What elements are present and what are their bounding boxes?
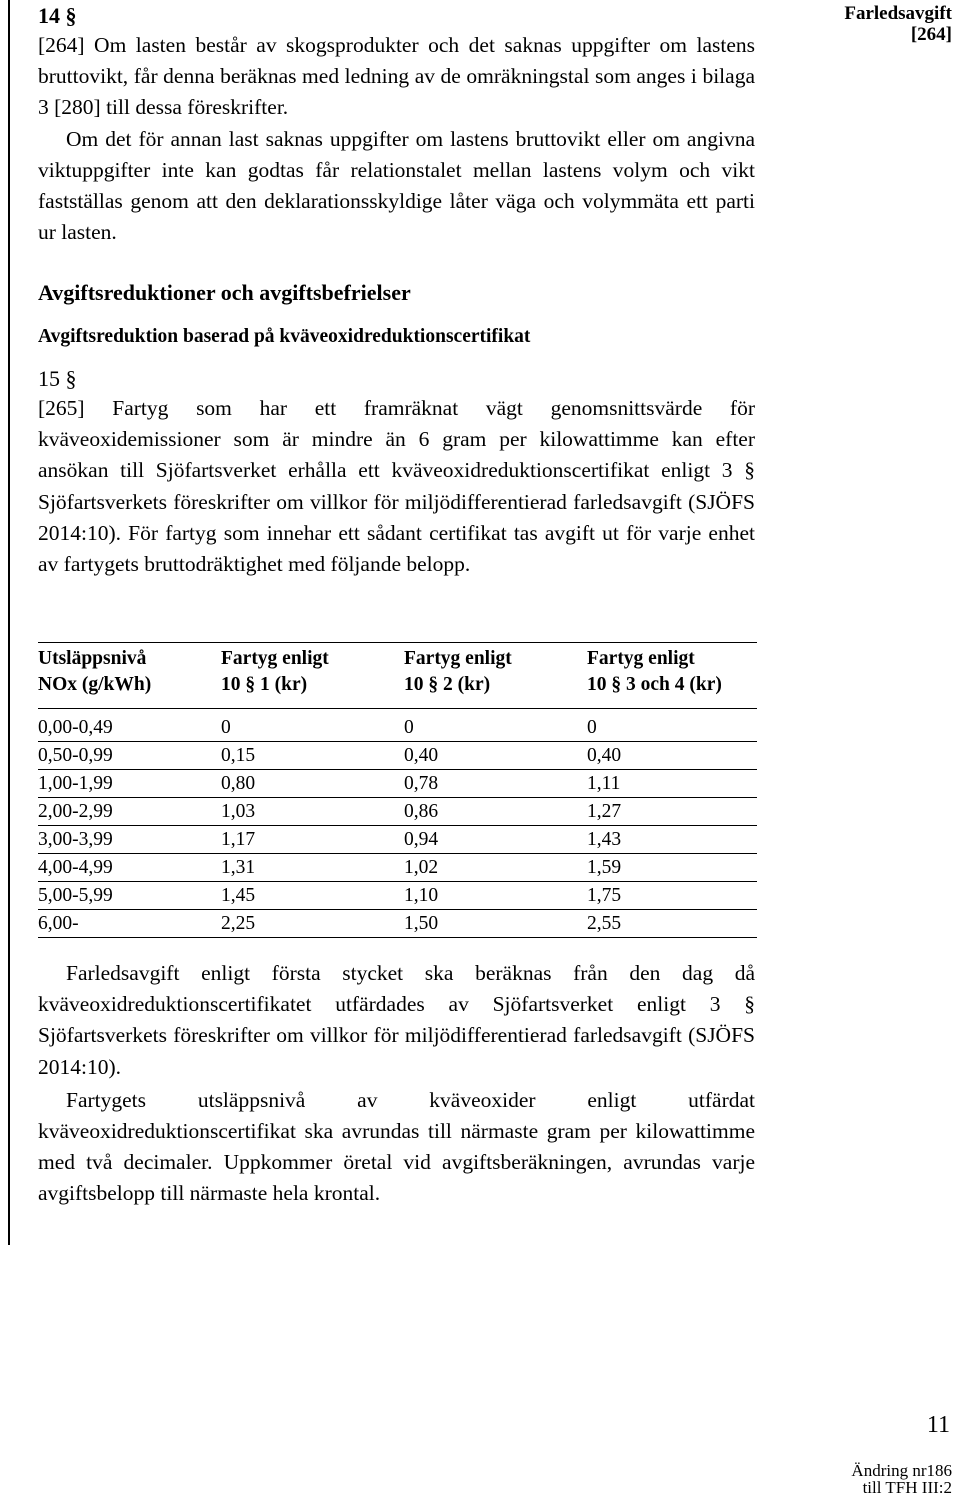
table-cell: 2,55 [587,910,757,938]
footer [851,1462,952,1496]
table-cell: 0,00-0,49 [38,709,221,742]
closing-paragraph-2: Fartygets utsläppsnivå av kväveoxider enligt utfärdat kväveoxidreduktionscertifikat ska avrundas till närmaste gram per kilowattimme med två decimaler. Uppkommer öretal vid avgiftsberäkningen, avrundas varje avgiftsbelopp till närmaste hela krontal. [38,1087,755,1206]
section-15-paragraph-1: [265] Fartyg som har ett framräknat vägt genomsnittsvärde för kväveoxidemissioner som är mindre än 6 gram per kilowattimme kan efter ansökan till Sjöfartsverket erhålla ett kväveoxidreduktionscertifikat enligt 3 § Sjöfartsverkets föreskrifter om villkor för miljödifferentierad farledsavgift (SJÖFS 2014:10). För fartyg som innehar ett sådant certifikat tas avgift ut för varje enhet av fartygets bruttodräktighet med följande belopp. [38,396,755,577]
table-header-row [38,643,757,709]
table-cell: 0,40 [404,742,587,770]
footer-reference: till TFH III:2 [862,1478,952,1497]
table-row [38,882,757,910]
table-cell: 0,50-0,99 [38,742,221,770]
table-cell: 1,50 [404,910,587,938]
table-cell: 4,00-4,99 [38,854,221,882]
table-cell: 3,00-3,99 [38,826,221,854]
table-cell: 0 [404,709,587,742]
table-cell: 1,27 [587,798,757,826]
table-cell: 1,00-1,99 [38,770,221,798]
heading-nox-reduction: Avgiftsreduktion baserad på kväveoxidreduktionscertifikat [38,326,531,347]
table-header-ship-1: Fartyg enligt 10 § 1 (kr) [221,643,404,709]
footer-amendment: Ändring nr186 [851,1461,952,1480]
margin-note-ref: [264] [910,24,952,45]
table-row [38,854,757,882]
table-cell: 1,59 [587,854,757,882]
nox-fee-table [38,642,757,938]
table-cell: 1,17 [221,826,404,854]
section-14-paragraph-1: [264] Om lasten består av skogsprodukter och det saknas uppgifter om lastens bruttovikt, får denna beräknas med ledning av de omräkningstal som anges i bilaga 3 [280] till dessa föreskrifter. [38,33,755,120]
table-row [38,742,757,770]
table-cell: 1,45 [221,882,404,910]
table-row [38,826,757,854]
section-15-number: 15 § [38,366,77,391]
closing-paragraph-1: Farledsavgift enligt första stycket ska beräknas från den dag då kväveoxidreduktionscertifikatet utfärdades av Sjöfartsverket enligt 3 § Sjöfartsverkets föreskrifter om villkor för miljödifferentierad farledsavgift (SJÖFS 2014:10). [38,961,755,1079]
table-cell: 6,00- [38,910,221,938]
table-row [38,709,757,742]
table-cell: 1,11 [587,770,757,798]
table-cell: 0 [587,709,757,742]
margin-rule [8,0,10,1245]
table-row [38,910,757,938]
margin-note [844,3,952,45]
section-14 [38,2,755,248]
table-cell: 2,00-2,99 [38,798,221,826]
table-cell: 0,40 [587,742,757,770]
table-cell: 1,02 [404,854,587,882]
table-cell: 5,00-5,99 [38,882,221,910]
table-row [38,798,757,826]
section-15 [38,365,755,580]
table-header-emission: Utsläppsnivå NOx (g/kWh) [38,643,221,709]
section-14-paragraph-2: Om det för annan last saknas uppgifter om lastens bruttovikt eller om angivna viktuppgifter inte kan godtas får relationstalet mellan lastens volym och vikt fastställas genom att den deklarationsskyldige låter väga och volymmäta ett parti ur lasten. [38,126,755,245]
table-cell: 0,86 [404,798,587,826]
table-cell: 1,75 [587,882,757,910]
table-cell: 0,15 [221,742,404,770]
table-cell: 0,94 [404,826,587,854]
margin-note-title: Farledsavgift [844,3,952,24]
table-header-ship-2: Fartyg enligt 10 § 2 (kr) [404,643,587,709]
table-cell: 0,80 [221,770,404,798]
heading-fee-reductions: Avgiftsreduktioner och avgiftsbefrielser [38,280,411,305]
table-cell: 1,10 [404,882,587,910]
table-cell: 1,43 [587,826,757,854]
table-row [38,770,757,798]
table-cell: 1,03 [221,798,404,826]
table-cell: 0 [221,709,404,742]
page-number: 11 [926,1412,950,1438]
table-cell: 1,31 [221,854,404,882]
table-header-ship-3-4: Fartyg enligt 10 § 3 och 4 (kr) [587,643,757,709]
section-14-number: 14 § [38,3,77,28]
table-cell: 2,25 [221,910,404,938]
closing-paragraphs [38,958,755,1212]
table-cell: 0,78 [404,770,587,798]
